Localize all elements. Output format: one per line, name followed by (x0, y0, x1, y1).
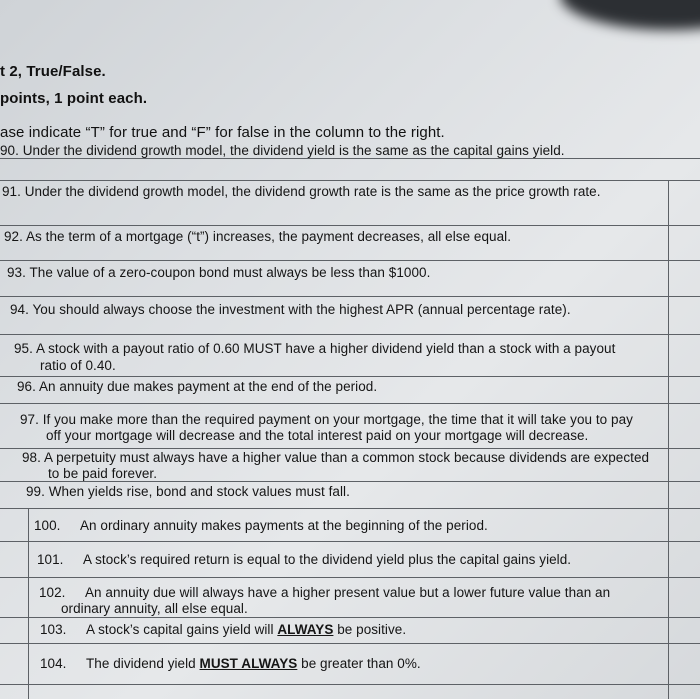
question-92: 92. As the term of a mortgage (“t”) increases, the payment decreases, all else equal. (4, 229, 512, 244)
question-97: 97. If you make more than the required payment on your mortgage, the time that it will take you to pay off your mortgage will decrease and the total interest paid on your mortgage will decrease. (20, 412, 633, 443)
question-90: 90. Under the dividend growth model, the dividend yield is the same as the capital gains yield. (0, 143, 565, 158)
question-96: 96. An annuity due makes payment at the end of the period. (17, 379, 378, 394)
table-line (0, 684, 700, 685)
table-line (0, 617, 700, 618)
question-94: 94. You should always choose the investment with the highest APR (annual percentage rate). (10, 302, 571, 317)
question-98: 98. A perpetuity must always have a higher value than a common stock because dividends are expected to be paid forever. (22, 450, 650, 481)
table-line (0, 541, 700, 542)
points-note: points, 1 point each. (0, 90, 148, 107)
table-line (0, 225, 700, 226)
answer-column-border (668, 180, 669, 699)
question-102: 102. An annuity due will always have a higher present value but a lower future value than an ordinary annuity, all else equal. (39, 585, 611, 616)
table-line (0, 158, 700, 159)
table-line (0, 448, 700, 449)
question-100: 100. An ordinary annuity makes payments at the beginning of the period. (34, 518, 488, 533)
table-line (0, 403, 700, 404)
table-line (0, 334, 700, 335)
number-column-border (28, 508, 29, 699)
question-95: 95. A stock with a payout ratio of 0.60 MUST have a higher dividend yield than a stock with a payout ratio of 0.40. (14, 341, 616, 373)
table-line (0, 508, 700, 509)
question-103: 103. A stock’s capital gains yield will ALWAYS be positive. (40, 622, 407, 637)
table-line (0, 376, 700, 377)
question-91: 91. Under the dividend growth model, the dividend growth rate is the same as the price growth rate. (2, 184, 601, 199)
question-93: 93. The value of a zero-coupon bond must always be less than $1000. (7, 265, 431, 280)
section-title: t 2, True/False. (0, 63, 106, 80)
question-104: 104. The dividend yield MUST ALWAYS be greater than 0%. (40, 656, 421, 671)
table-line (0, 260, 700, 261)
emphasis-must-always: MUST ALWAYS (199, 656, 298, 671)
table-line (0, 296, 700, 297)
question-99: 99. When yields rise, bond and stock values must fall. (26, 484, 350, 499)
question-101: 101. A stock’s required return is equal to the dividend yield plus the capital gains yield. (37, 552, 572, 567)
instructions: ase indicate “T” for true and “F” for false in the column to the right. (0, 124, 445, 141)
table-line (0, 577, 700, 578)
emphasis-always: ALWAYS (277, 622, 334, 637)
table-line (0, 180, 700, 181)
table-line (0, 643, 700, 644)
